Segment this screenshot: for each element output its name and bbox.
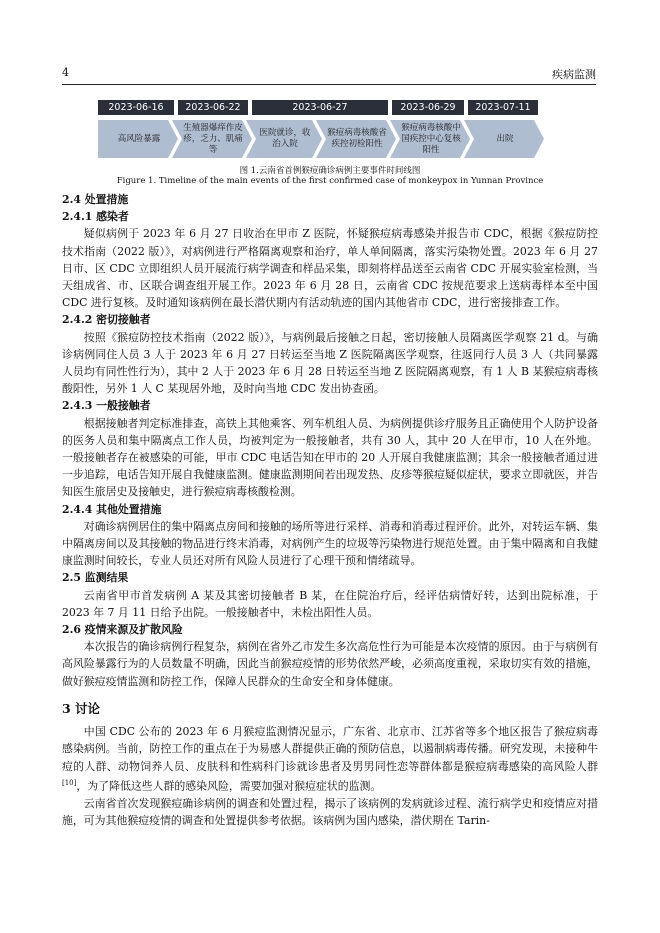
subsection-heading: 2.4.2 密切接触者 [62,313,151,327]
timeline-event-label: 生殖器爆痒作皮疹，乏力、肌痛等 [183,122,243,155]
figure-caption-cn: 图 1.云南省首例猴痘确诊病例主要事件时间线图 [239,166,421,176]
timeline-date: 2023-07-11 [468,100,538,115]
paragraph [62,723,598,794]
timeline-event [246,120,322,158]
timeline-event-label: 猴痘病毒核酸中国疾控中心复核阳性 [401,122,461,155]
section-heading: 2.6 疫情来源及扩散风险 [62,623,183,637]
section-heading: 2.5 监测结果 [62,571,129,585]
timeline-event-label: 医院就诊，收治入院 [259,128,311,149]
citation-ref: [10] [62,778,77,787]
timeline-event [172,120,252,158]
subsection-heading: 2.4.1 感染者 [62,210,129,224]
timeline-event [390,120,470,158]
paragraph: 云南省首次发现猴痘确诊病例的调查和处置过程，揭示了该病例的发病就诊过程、流行病学史和疫情应对措施，可为其他猴痘疫情的调查和处置提供参考依据。该病例为国内感染，潜伏期在 Tarin- [62,796,598,827]
subsection-heading: 2.4.3 一般接触者 [62,399,151,413]
timeline-event-label: 猴痘病毒核酸省疾控初检阳性 [327,128,387,149]
paragraph: 云南省甲市首发病例 A 某及其密切接触者 B 某，在住院治疗后，经评估病情好转，达到出院标准，于 2023 年 7 月 11 日给予出院。一般接触者中，未检出阳性人员。 [62,588,598,619]
paragraph-text: 中国 CDC 公布的 2023 年 6 月猴痘监测情况显示，广东省、北京市、江苏省等多个地区报告了猴痘病毒感染病例。当前，防控工作的重点在于为易感人群提供正确的预防信息，以遏制病毒传播。研究发现，未接种牛痘的人群、动物饲养人员、皮肤科和性病科门诊就诊患者及男男同性恋等群体都是猴痘病毒感染的高风险人群 [62,725,598,773]
section-heading: 3 讨论 [62,700,101,716]
figure-caption-en: Figure 1. Timeline of the main events of the first confirmed case of monkeypox in Yunnan Province [116,176,544,186]
paragraph: 疑似病例于 2023 年 6 月 27 日收治在甲市 Z 医院，怀疑猴痘病毒感染并报告市 CDC，根据《猴痘防控技术指南（2022 版）》，对病例进行严格隔离观察和治疗，单人单间隔离，落实污染物处置。2023 年 6 月 27 日市、区 CDC 立即组织人员开展流行病学调查和样品采集，即刻将样品送至云南省 CDC 开展实验室检测，当天组成省、市、区联合调查组开展工作。2023 年 6 月 28 日，云南省 CDC 按规范要求上送病毒样本至中国 CDC 进行复核。及时通知该病例在最长潜伏期内有活动轨迹的国内其他省市 CDC，进行密接排查工作。 [62,227,598,310]
timeline-date: 2023-06-29 [392,100,464,115]
article-body [62,191,598,829]
timeline-event-label: 高风险暴露 [117,133,161,144]
timeline-date: 2023-06-16 [98,100,174,115]
page-number: 4 [62,66,69,79]
section-heading: 2.4 处置措施 [62,193,129,206]
timeline-event [316,120,396,158]
page-header [62,62,596,85]
paragraph: 本次报告的确诊病例行程复杂，病例在省外乙市发生多次高危性行为可能是本次疫情的原因。由于与病例有高风险暴露行为的人员数量不明确，因此当前猴痘疫情的形势依然严峻，必须高度重视，采取切实有效的措施，做好猴痘疫情监测和防控工作，保障人民群众的生命安全和身体健康。 [62,640,598,688]
subsection-heading: 2.4.4 其他处置措施 [62,502,162,516]
paragraph: 对确诊病例居住的集中隔离点房间和接触的场所等进行采样、消毒和消毒过程评价。此外，对转运车辆、集中隔离房间以及其接触的物品进行终末消毒，对病例产生的垃圾等污染物进行规范处置。由于集中隔离和自我健康监测时间较长，专业人员还对所有风险人员进行了心理干预和情绪疏导。 [62,519,598,568]
timeline-figure [98,100,558,158]
timeline-event [464,120,544,158]
timeline-date: 2023-06-27 [252,100,388,115]
paragraph: 按照《猴痘防控技术指南（2022 版）》，与病例最后接触之日起，密切接触人员隔离医学观察 21 d。与确诊病例同住人员 3 人于 2023 年 6 月 27 日转运至当地 Z 医院隔离医学观察，往返同行人员 3 人（共同暴露人员均有同性性行为），其中 2 人于 2023 年 6 月 28 日转运至当地 Z 医院隔离观察，有 1 人 B 某猴痘病毒核酸阳性，另外 1 人 C 某现居外地，及时向当地 CDC 发出协查函。 [62,330,598,396]
journal-name: 疾病监测 [552,68,596,81]
timeline-event-label: 出院 [496,133,514,144]
timeline-event [98,120,178,158]
paragraph: 根据接触者判定标准排查，高铁上其他乘客、列车机组人员、为病例提供诊疗服务且正确使用个人防护设备的医务人员和集中隔离点工作人员，均被判定为一般接触者，共有 30 人，其中 20 人在甲市，10 人在外地。一般接触者存在被感染的可能，甲市 CDC 电话告知在甲市的 20 人开展自我健康监测；其余一般接触者通过进一步追踪，电话告知开展自我健康监测。健康监测期间若出现发热、皮疹等猴痘疑似症状，要求立即就医，并告知医生旅居史及接触史，进行猴痘病毒核酸检测。 [62,416,598,499]
paragraph-text: ，为了降低这些人群的感染风险，需要加强对猴痘症状的监测。 [76,779,382,793]
timeline-date: 2023-06-22 [178,100,248,115]
